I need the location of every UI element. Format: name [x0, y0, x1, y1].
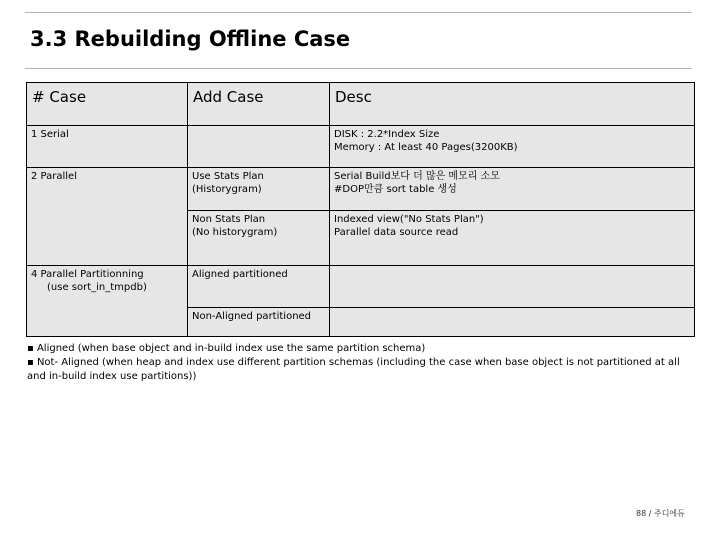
- case-table: [26, 82, 695, 337]
- add-case-cell: Non-Aligned partitioned: [188, 308, 330, 337]
- add-case-line: Non Stats Plan: [192, 214, 266, 225]
- desc-cell: [330, 168, 695, 211]
- desc-line: #DOP만큼 sort table 생성: [334, 184, 457, 195]
- note-line: and in-build index use partitions)): [27, 371, 197, 382]
- desc-cell: [330, 126, 695, 168]
- slide-title: 3.3 Rebuilding Offline Case: [30, 27, 351, 51]
- page-footer: 88 / 주디에듀: [636, 509, 685, 518]
- add-case-cell: [188, 126, 330, 168]
- desc-line: Indexed view("No Stats Plan"): [334, 214, 484, 225]
- header-case: # Case: [27, 83, 188, 126]
- desc-cell: [330, 266, 695, 308]
- note-line: ▪ Aligned (when base object and in-build index use the same partition schema): [27, 343, 426, 354]
- desc-line: Serial Build보다 더 많은 메모리 소모: [334, 171, 500, 182]
- case-cell: 2 Parallel: [27, 168, 188, 266]
- add-case-line: (No historygram): [192, 227, 278, 238]
- case-cell: [27, 266, 188, 337]
- add-case-cell: [188, 168, 330, 211]
- note-line: ▪ Not- Aligned (when heap and index use different partition schemas (including the case when base object is not partitioned at all: [27, 357, 680, 368]
- header-desc: Desc: [330, 83, 695, 126]
- desc-cell: [330, 211, 695, 266]
- add-case-cell: [188, 211, 330, 266]
- desc-line: Parallel data source read: [334, 227, 459, 238]
- add-case-cell: Aligned partitioned: [188, 266, 330, 308]
- notes: [27, 342, 692, 384]
- table-header-row: [27, 83, 695, 126]
- add-case-line: (Historygram): [192, 184, 262, 195]
- table-row: [27, 266, 695, 308]
- desc-line: DISK : 2.2*Index Size: [334, 129, 440, 140]
- table-row: [27, 168, 695, 211]
- header-add-case: Add Case: [188, 83, 330, 126]
- top-rule: [25, 12, 692, 13]
- desc-line: Memory : At least 40 Pages(3200KB): [334, 142, 518, 153]
- desc-cell: [330, 308, 695, 337]
- table-row: [27, 126, 695, 168]
- case-cell: 1 Serial: [27, 126, 188, 168]
- case-line: (use sort_in_tmpdb): [47, 282, 147, 293]
- case-line: 4 Parallel Partitionning: [31, 269, 144, 280]
- title-rule: [25, 68, 692, 69]
- add-case-line: Use Stats Plan: [192, 171, 264, 182]
